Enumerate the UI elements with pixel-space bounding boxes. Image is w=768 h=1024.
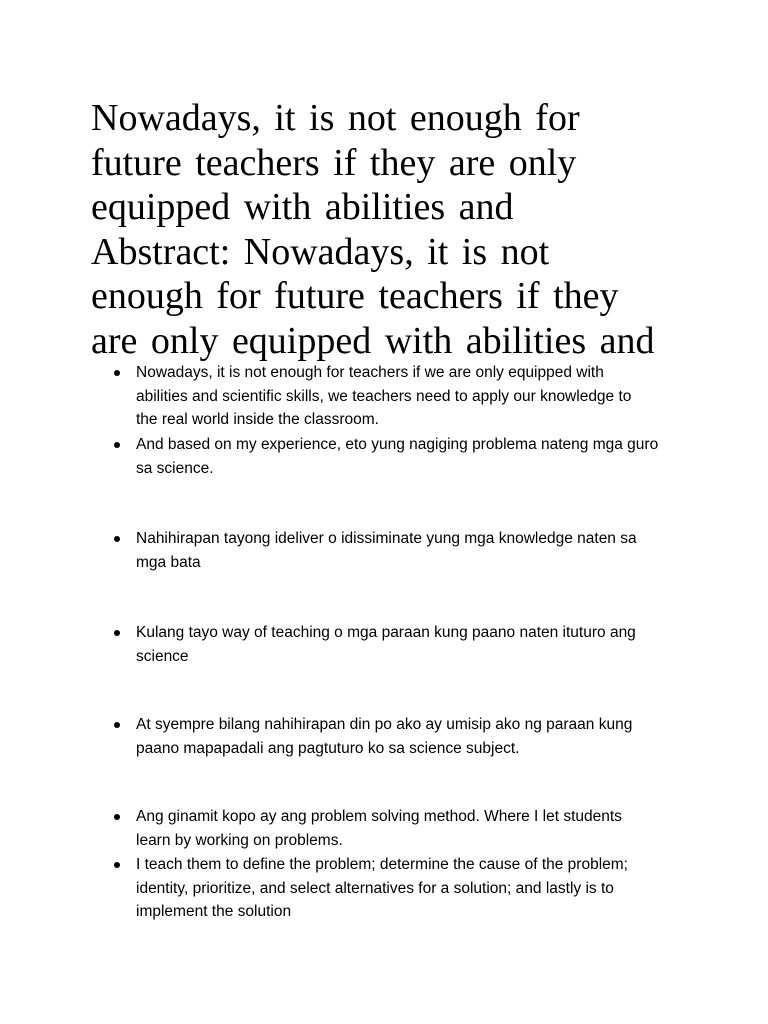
bullet-dot-icon <box>114 370 120 376</box>
list-item <box>136 361 696 432</box>
heading-line: Nowadays, it is not enough for <box>91 97 580 139</box>
bullet-line: mga bata <box>136 553 201 571</box>
abstract-heading <box>91 96 731 363</box>
bullet-dot-icon <box>114 862 120 868</box>
list-item <box>136 621 696 668</box>
bullet-dot-icon <box>114 442 120 448</box>
heading-line: future teachers if they are only <box>91 141 577 184</box>
bullet-line: identity, prioritize, and select alternatives for a solution; and lastly is to <box>136 879 614 897</box>
bullet-line: sa science. <box>136 459 214 477</box>
bullet-dot-icon <box>114 722 120 728</box>
list-item <box>136 805 696 852</box>
list-item <box>136 527 696 574</box>
bullet-line: Ang ginamit kopo ay ang problem solving method. Where I let students <box>136 808 622 825</box>
bullet-line: I teach them to define the problem; determine the cause of the problem; <box>136 856 628 873</box>
list-item <box>136 853 696 924</box>
bullet-dot-icon <box>114 536 120 542</box>
bullet-line: And based on my experience, eto yung nagiging problema nateng mga guro <box>136 436 659 453</box>
bullet-line: abilities and scientific skills, we teachers need to apply our knowledge to <box>136 387 632 405</box>
bullet-line: Kulang tayo way of teaching o mga paraan kung paano naten ituturo ang <box>136 624 636 641</box>
heading-line: equipped with abilities and <box>91 186 514 228</box>
heading-line: Abstract: Nowadays, it is not <box>91 230 550 273</box>
list-item <box>136 433 696 480</box>
heading-line: enough for future teachers if they <box>91 275 619 317</box>
list-item <box>136 713 696 760</box>
bullet-dot-icon <box>114 814 120 820</box>
bullet-line: science <box>136 647 189 665</box>
bullet-line: paano mapapadali ang pagtuturo ko sa science subject. <box>136 739 520 757</box>
heading-line: are only equipped with abilities and <box>91 319 655 362</box>
bullet-line: Nahihirapan tayong ideliver o idissiminate yung mga knowledge naten sa <box>136 530 637 547</box>
bullet-line: implement the solution <box>136 903 292 920</box>
bullet-line: At syempre bilang nahihirapan din po ako ay umisip ako ng paraan kung <box>136 716 633 733</box>
bullet-dot-icon <box>114 630 120 636</box>
bullet-line: the real world inside the classroom. <box>136 411 379 428</box>
bullet-line: Nowadays, it is not enough for teachers if we are only equipped with <box>136 364 604 381</box>
bullet-line: learn by working on problems. <box>136 831 343 849</box>
